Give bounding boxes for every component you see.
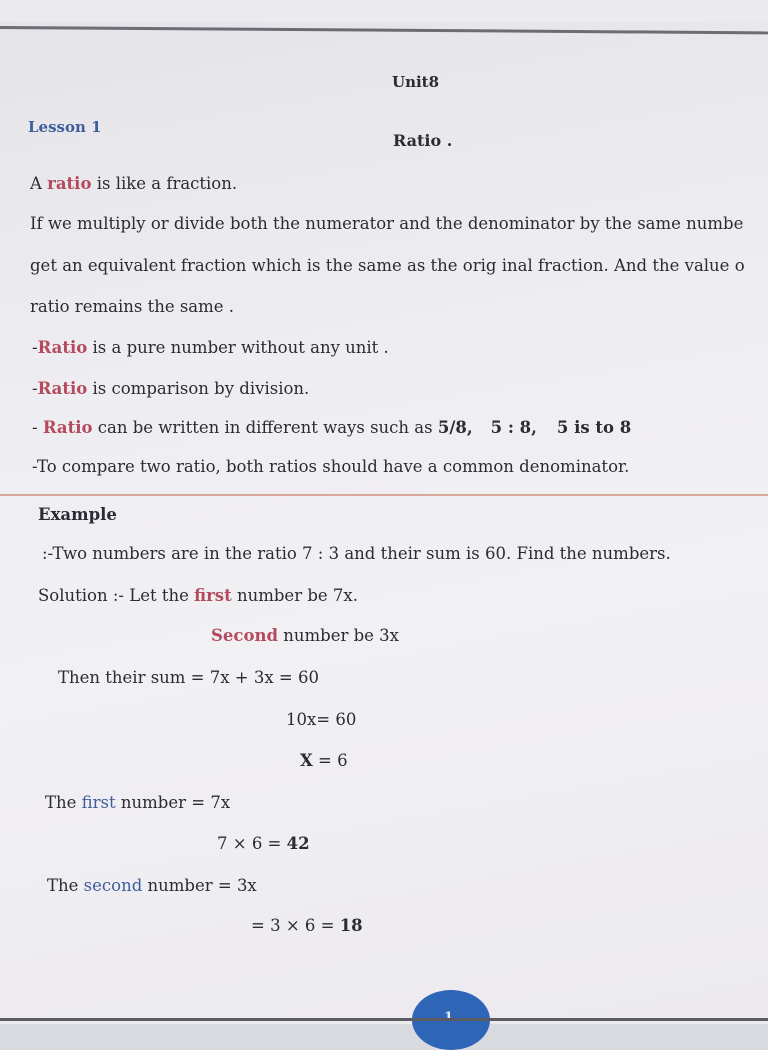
bottom-rule	[0, 1018, 768, 1021]
keyword-first: first	[194, 586, 232, 605]
keyword-ratio: Ratio	[37, 338, 88, 357]
second-number-line	[47, 876, 257, 896]
intro-text: is like a fraction.	[91, 174, 238, 193]
keyword-ratio: Ratio	[37, 379, 88, 398]
calc-text: 7 × 6 =	[217, 834, 287, 853]
intro-line-1	[30, 174, 237, 194]
variable-x: X	[300, 751, 313, 770]
top-rule	[0, 26, 768, 34]
fact-prefix: -	[32, 418, 43, 437]
keyword-ratio: ratio	[47, 174, 92, 193]
keyword-second: Second	[211, 626, 278, 645]
fact-3	[32, 418, 631, 438]
page-title: Ratio .	[393, 131, 453, 150]
fact-text: is a pure number without any unit .	[87, 338, 389, 357]
keyword-first: first	[81, 793, 116, 812]
solution-text: number be 7x.	[231, 586, 358, 605]
example-heading: Example	[38, 505, 117, 524]
solution-line	[38, 586, 358, 606]
solution-text: Solution :- Let the	[38, 586, 195, 605]
intro-line-2: If we multiply or divide both the numerator and the denominator by the same numbe	[30, 214, 744, 233]
sum-equation: Then their sum = 7x + 3x = 60	[58, 668, 319, 687]
second-number-line	[211, 626, 399, 646]
fact-text: is comparison by division.	[87, 379, 310, 398]
calc-text: = 3 × 6 =	[251, 916, 340, 935]
equation-step-1: 10x= 60	[286, 710, 357, 729]
intro-line-4: ratio remains the same .	[30, 297, 235, 316]
first-number-result: 42	[286, 834, 310, 853]
fact-text: can be written in different ways such as	[92, 418, 438, 437]
second-number-result: 18	[339, 916, 363, 935]
first-number-line	[45, 793, 230, 813]
ratio-form-fraction: 5/8,	[437, 418, 473, 437]
equation-step-2	[300, 751, 348, 771]
intro-text: A	[30, 174, 48, 193]
fact-4: -To compare two ratio, both ratios should have a common denominator.	[32, 457, 630, 476]
lesson-label: Lesson 1	[28, 118, 102, 136]
fact-prefix: -	[32, 338, 38, 357]
unit-title: Unit8	[392, 73, 440, 91]
keyword-second: second	[83, 876, 143, 895]
intro-line-3: get an equivalent fraction which is the same as the orig inal fraction. And the value o	[30, 256, 745, 275]
answer-text: number = 7x	[115, 793, 231, 812]
answer-text: The	[47, 876, 84, 895]
first-number-calc	[217, 834, 310, 854]
ratio-form-colon: 5 : 8,	[490, 418, 537, 437]
ratio-form-words: 5 is to 8	[556, 418, 632, 437]
example-question: :-Two numbers are in the ratio 7 : 3 and their sum is 60. Find the numbers.	[42, 544, 671, 563]
solution-text: number be 3x	[278, 626, 399, 645]
answer-text: The	[45, 793, 82, 812]
fact-2	[32, 379, 309, 399]
section-divider	[0, 494, 768, 496]
fact-prefix: -	[32, 379, 38, 398]
answer-text: number = 3x	[142, 876, 257, 895]
keyword-ratio: Ratio	[42, 418, 93, 437]
equation-text: = 6	[312, 751, 348, 770]
fact-1	[32, 338, 389, 358]
second-number-calc	[251, 916, 363, 936]
top-margin	[0, 0, 768, 22]
